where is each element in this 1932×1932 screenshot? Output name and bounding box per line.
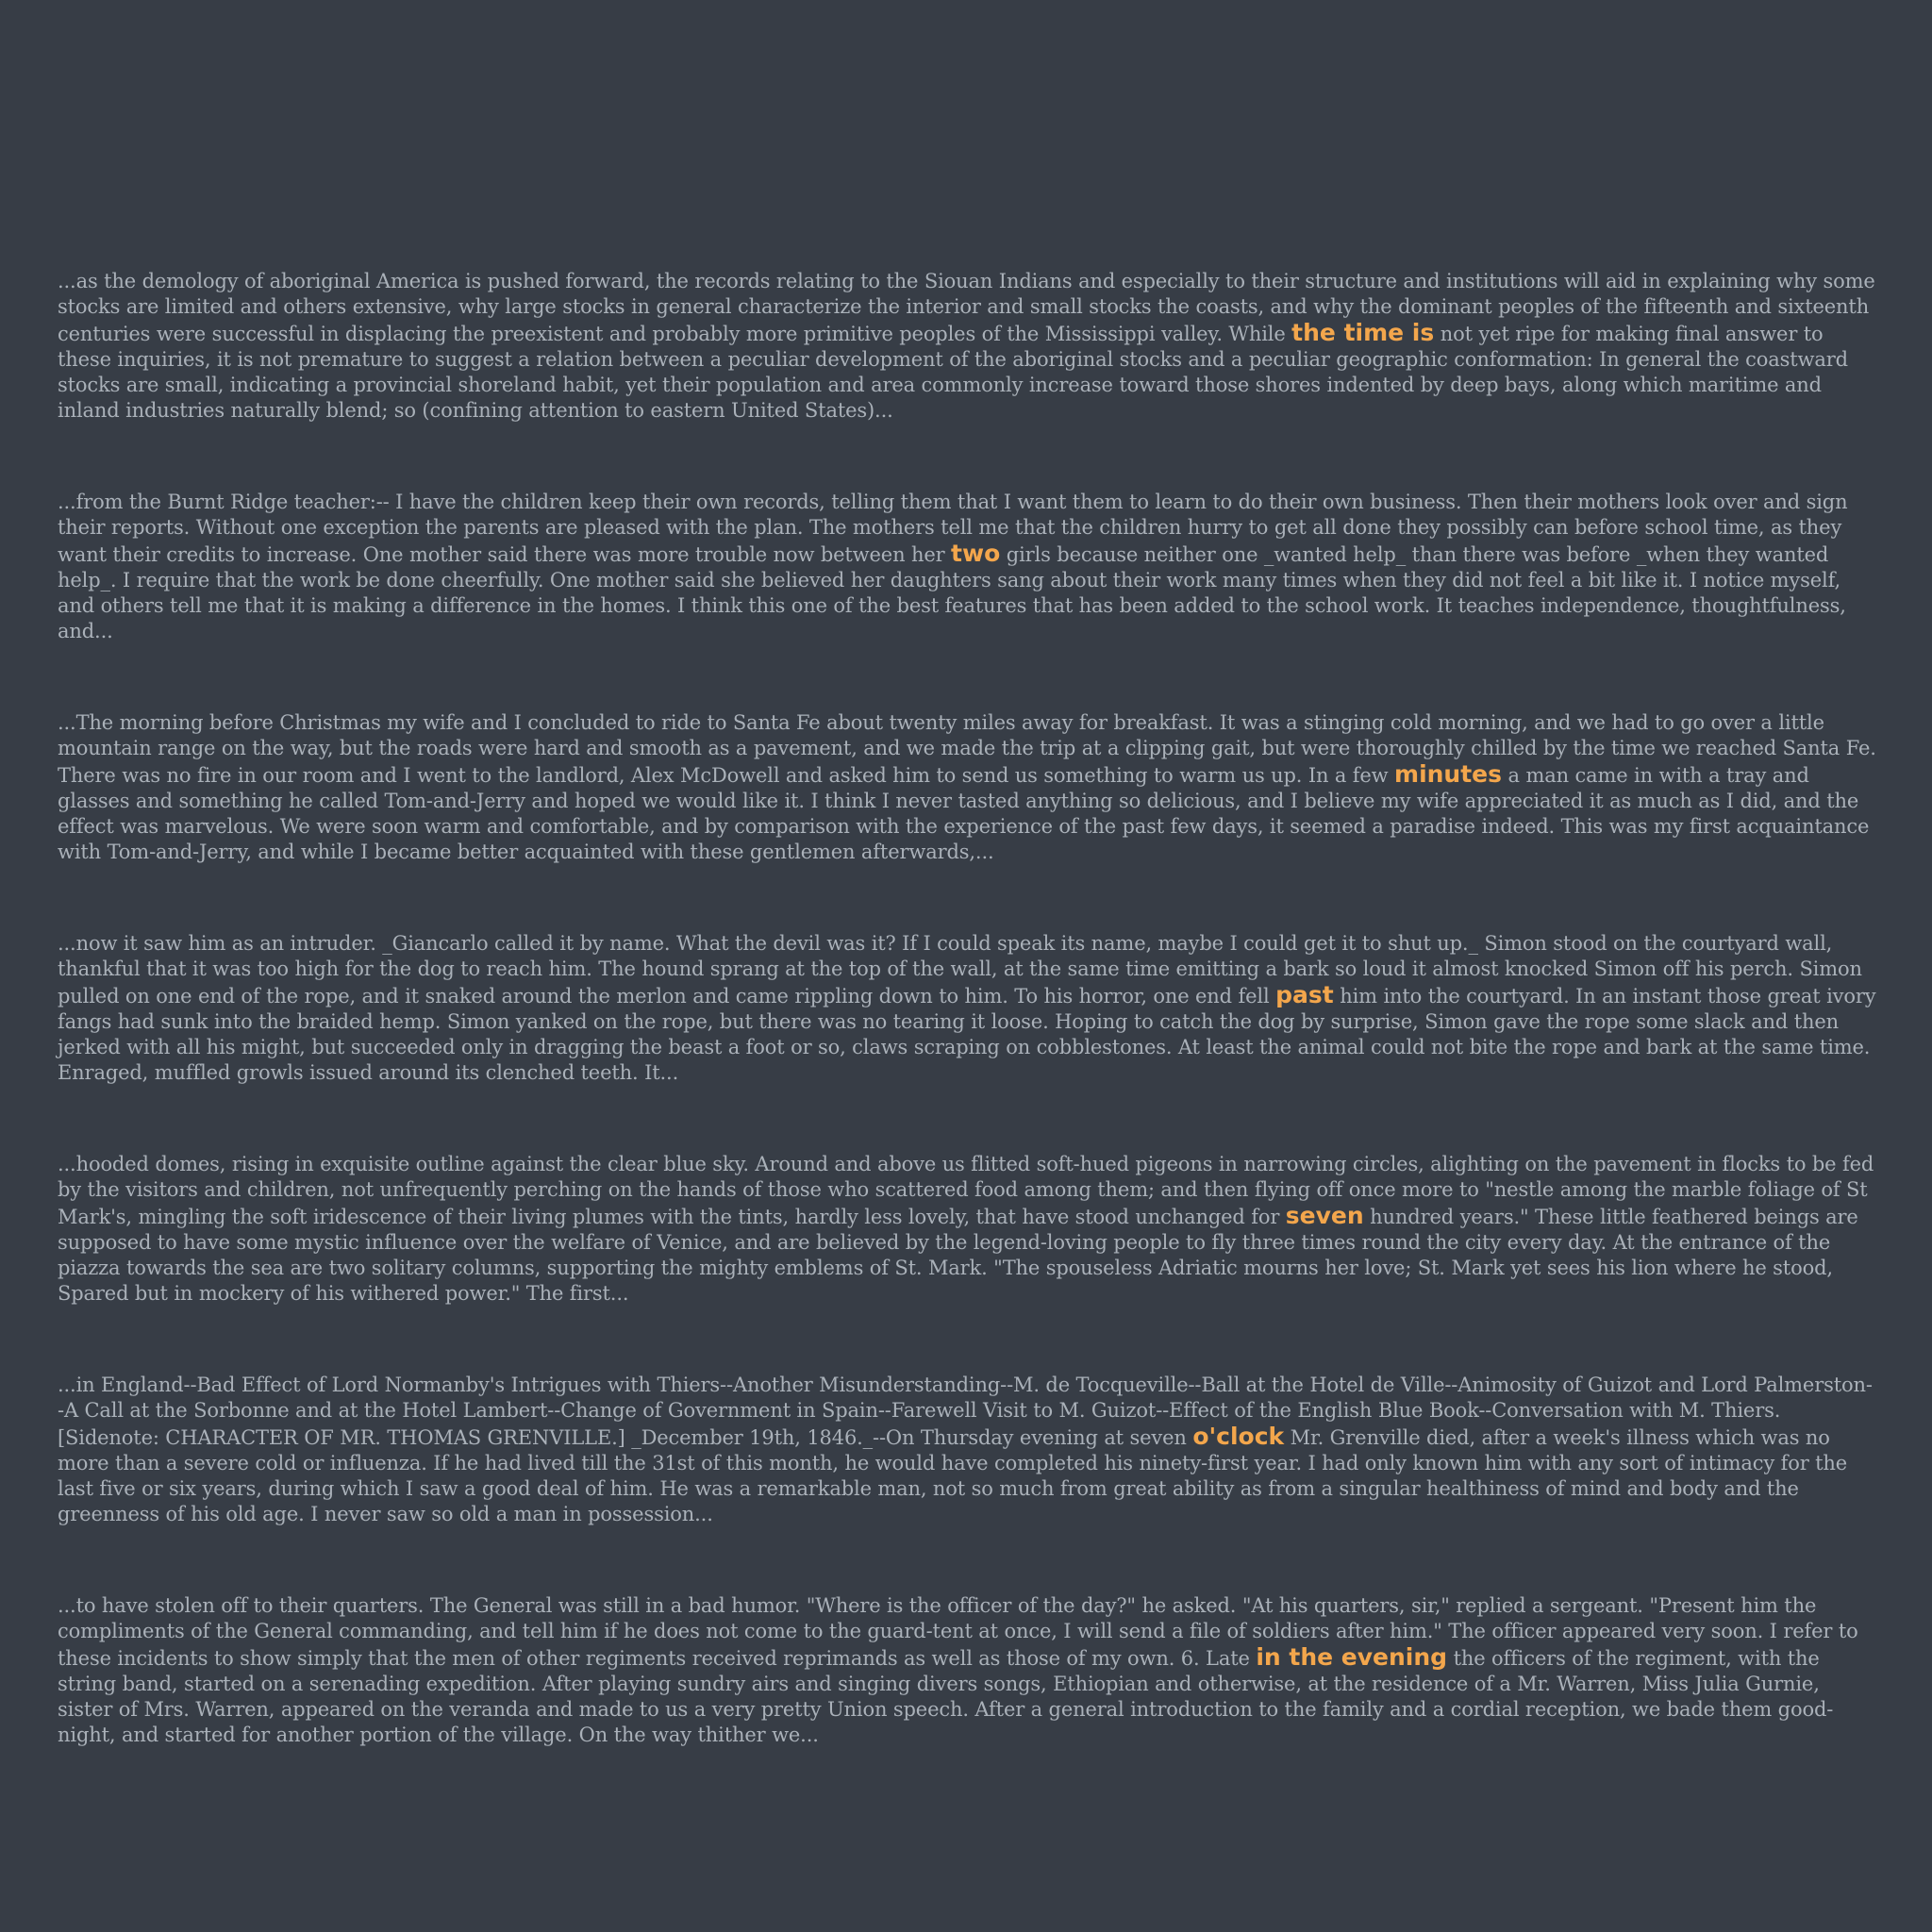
passage-1 bbox=[58, 269, 1878, 424]
passage-2 bbox=[58, 490, 1878, 644]
highlighted-time-phrase: past bbox=[1275, 981, 1334, 1008]
passage-text-after: hundred years." These little feathered beings are supposed to have some mystic influence over the welfare of Venice, and are believed by the legend-loving people to fly three times round the city every day. At the entrance of the piazza towards the sea are two solitary columns, supporting the mighty emblems of St. Mark. "The spouseless Adriatic mourns her love; St. Mark yet sees his lion where he stood, Spared but in mockery of his withered power." The first... bbox=[58, 1206, 1858, 1305]
passage-text-before: ...in England--Bad Effect of Lord Normanby's Intrigues with Thiers--Another Misunderstanding--M. de Tocqueville--Ball at the Hotel de Ville--Animosity of Guizot and Lord Palmerston--A Call at the Sorbonne and at the Hotel Lambert--Change of Government in Spain--Farewell Visit to M. Guizot--Effect of the English Blue Book--Conversation with M. Thiers. [Sidenote: CHARACTER OF MR. THOMAS GRENVILLE.] _December 19th, 1846._--On Thursday evening at seven bbox=[58, 1374, 1873, 1449]
highlighted-time-phrase: o'clock bbox=[1192, 1423, 1285, 1450]
passage-list bbox=[58, 269, 1878, 1814]
passage-5 bbox=[58, 1152, 1878, 1307]
passage-text-after: the officers of the regiment, with the string band, started on a serenading expedition. After playing sundry airs and singing divers songs, Ethiopian and otherwise, at the residence of a Mr. Warren, Miss Julia Gurnie, sister of Mrs. Warren, appeared on the veranda and made to us a very pretty Union speech. After a general introduction to the family and a cordial reception, we bade them good-night, and started for another portion of the village. On the way thither we... bbox=[58, 1647, 1834, 1746]
passage-text-after: a man came in with a tray and glasses and something he called Tom-and-Jerry and hoped we would like it. I think I never tasted anything so delicious, and I believe my wife appreciated it as much as I did, and the effect was marvelous. We were soon warm and comfortable, and by comparison with the experience of the past few days, it seemed a paradise indeed. This was my first acquaintance with Tom-and-Jerry, and while I became better acquainted with these gentlemen afterwards,... bbox=[58, 764, 1870, 863]
passage-text-after: girls because neither one _wanted help_ than there was before _when they wanted help_. I require that the work be done cheerfully. One mother said she believed her daughters sang about their work many times when they did not feel a bit like it. I notice myself, and others tell me that it is making a difference in the homes. I think this one of the best features that has been added to the school work. It teaches independence, thoughtfulness, and... bbox=[58, 543, 1846, 642]
passage-text-before: ...now it saw him as an intruder. _Giancarlo called it by name. What the devil was it? If I could speak its name, maybe I could get it to shut up._ Simon stood on the courtyard wall, thankful that it was too high for the dog to reach him. The hound sprang at the top of the wall, at the same time emitting a bark so loud it almost knocked Simon off his perch. Simon pulled on one end of the rope, and it snaked around the merlon and came rippling down to him. To his horror, one end fell bbox=[58, 932, 1862, 1008]
highlighted-time-phrase: two bbox=[951, 540, 1001, 567]
passage-text-before: ...The morning before Christmas my wife and I concluded to ride to Santa Fe about twenty miles away for breakfast. It was a stinging cold morning, and we had to go over a little mountain range on the way, but the roads were hard and smooth as a pavement, and we made the trip at a clipping gait, but were thoroughly chilled by the time we reached Santa Fe. There was no fire in our room and I went to the landlord, Alex McDowell and asked him to send us something to warm us up. In a few bbox=[58, 711, 1876, 787]
passage-7 bbox=[58, 1593, 1878, 1748]
passage-text-before: ...hooded domes, rising in exquisite outline against the clear blue sky. Around and above us flitted soft-hued pigeons in narrowing circles, alighting on the pavement in flocks to be fed by the visitors and children, not unfrequently perching on the hands of those who scattered food among them; and then flying off once more to "nestle among the marble foliage of St Mark's, mingling the soft iridescence of their living plumes with the tints, hardly less lovely, that have stood unchanged for bbox=[58, 1153, 1874, 1228]
passage-6 bbox=[58, 1373, 1878, 1527]
highlighted-time-phrase: minutes bbox=[1394, 760, 1503, 788]
passage-text-before: ...as the demology of aboriginal America is pushed forward, the records relating to the Siouan Indians and especially to their structure and institutions will aid in explaining why some stocks are limited and others extensive, why large stocks in general characterize the interior and small stocks the coasts, and why the dominant peoples of the fifteenth and sixteenth centuries were successful in displacing the preexistent and probably more primitive peoples of the Mississippi valley. While bbox=[58, 270, 1875, 345]
passage-text-before: ...to have stolen off to their quarters. The General was still in a bad humor. "Where is the officer of the day?" he asked. "At his quarters, sir," replied a sergeant. "Present him the compliments of the General commanding, and tell him if he does not come to the guard-tent at once, I will send a file of soldiers after him." The officer appeared very soon. I refer to these incidents to show simply that the men of other regiments received reprimands as well as those of my own. 6. Late bbox=[58, 1594, 1858, 1670]
passage-text-after: Mr. Grenville died, after a week's illness which was no more than a severe cold or influenza. If he had lived till the 31st of this month, he would have completed his ninety-first year. I had only known him with any sort of intimacy for the last five or six years, during which I saw a good deal of him. He was a remarkable man, not so much from great ability as from a singular healthiness of mind and body and the greenness of his old age. I never saw so old a man in possession... bbox=[58, 1426, 1848, 1525]
highlighted-time-phrase: seven bbox=[1285, 1202, 1364, 1229]
passage-4 bbox=[58, 931, 1878, 1086]
passage-text-before: ...from the Burnt Ridge teacher:-- I have the children keep their own records, telling them that I want them to learn to do their own business. Then their mothers look over and sign their reports. Without one exception the parents are pleased with the plan. The mothers tell me that the children hurry to get all done they possibly can before school time, as they want their credits to increase. One mother said there was more trouble now between her bbox=[58, 491, 1848, 566]
passage-text-after: him into the courtyard. In an instant those great ivory fangs had sunk into the braided hemp. Simon yanked on the rope, but there was no tearing it loose. Hoping to catch the dog by surprise, Simon gave the rope some slack and then jerked with all his might, but succeeded only in dragging the beast a foot or so, claws scraping on cobblestones. At least the animal could not bite the rope and bark at the same time. Enraged, muffled growls issued around its clenched teeth. It... bbox=[58, 985, 1876, 1084]
passage-text-after: not yet ripe for making final answer to these inquiries, it is not premature to suggest a relation between a peculiar development of the aboriginal stocks and a peculiar geographic conformation: In general the coastward stocks are small, indicating a provincial shoreland habit, yet their population and area commonly increase toward those shores indented by deep bays, along which maritime and inland industries naturally blend; so (confining attention to eastern United States)... bbox=[58, 323, 1848, 422]
highlighted-time-phrase: the time is bbox=[1291, 319, 1435, 346]
highlighted-time-phrase: in the evening bbox=[1256, 1643, 1448, 1671]
passage-3 bbox=[58, 710, 1878, 865]
